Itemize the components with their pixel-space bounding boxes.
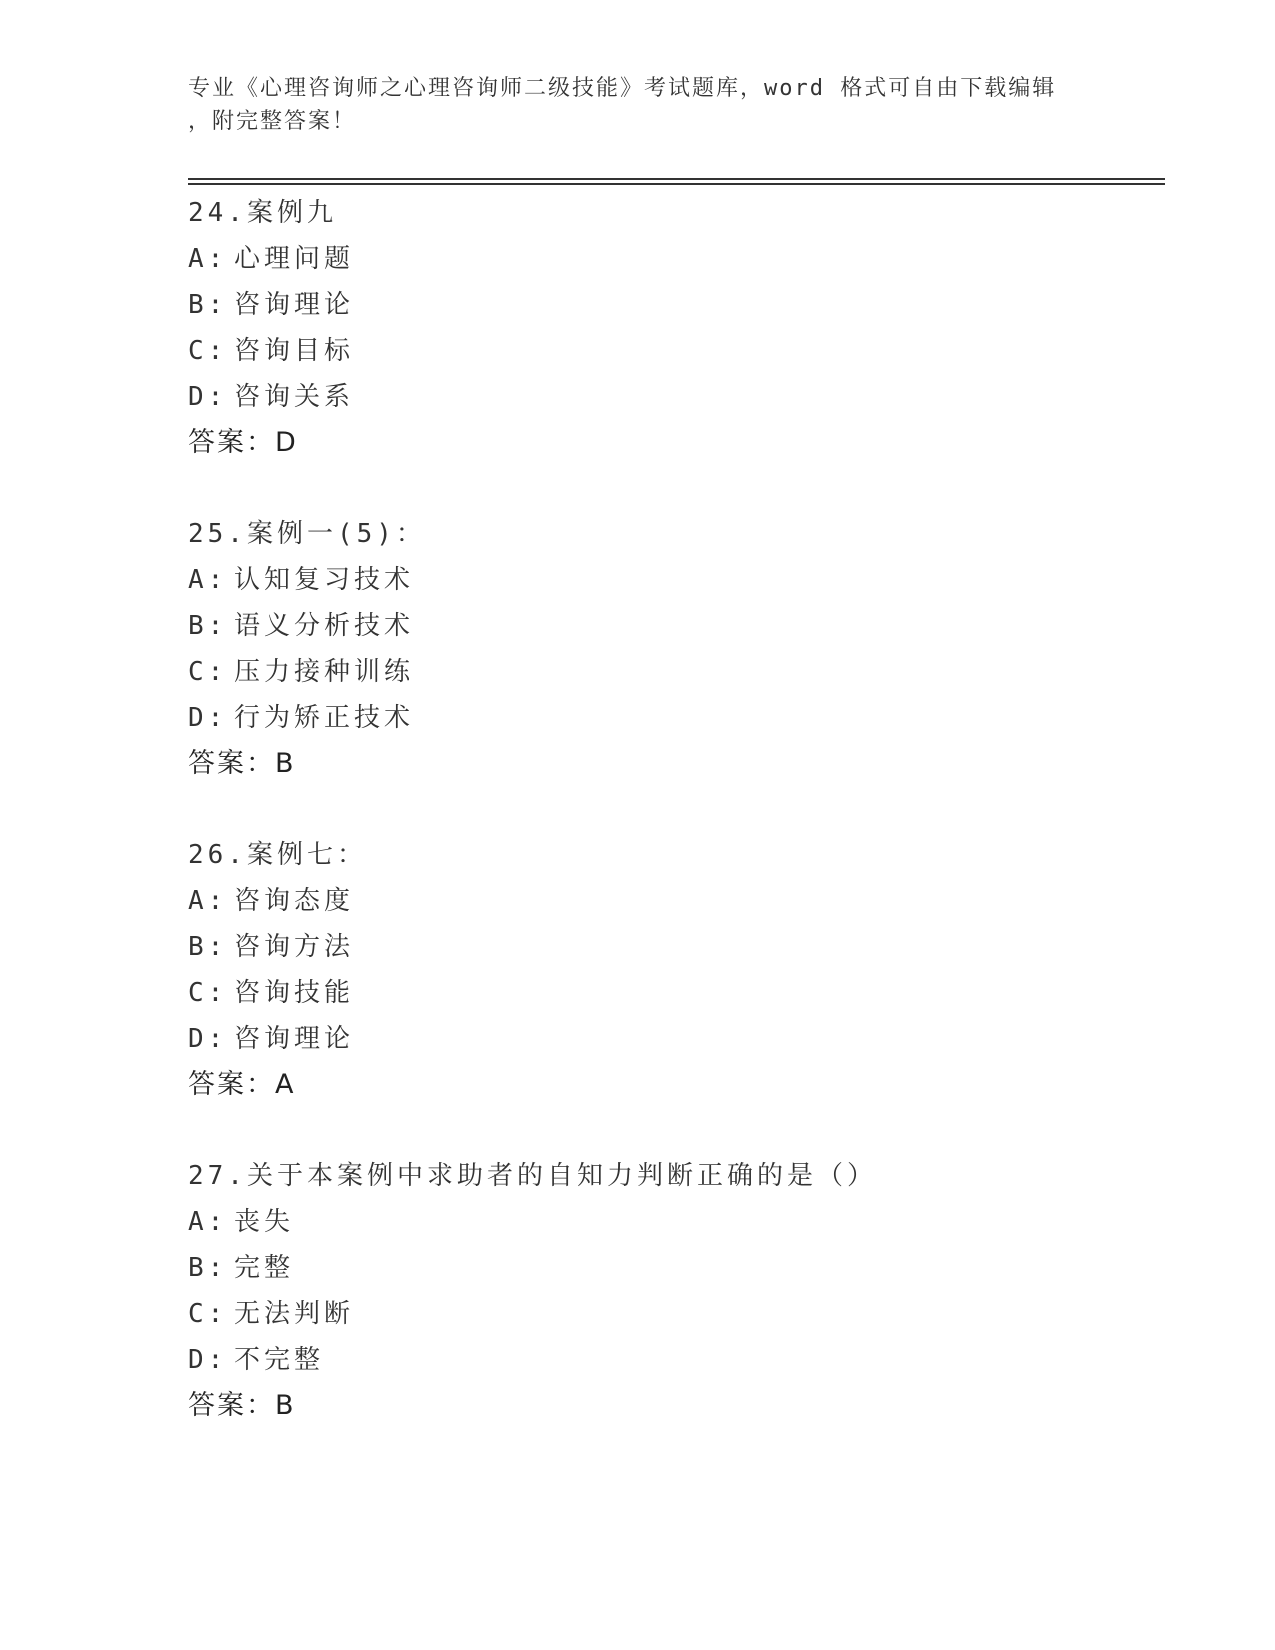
option-text: 认知复习技术 (234, 565, 415, 595)
option-letter: B: (188, 932, 228, 962)
header-divider-bottom (188, 183, 1165, 185)
answer-line: 答案：B (188, 1390, 296, 1421)
option-letter: C: (188, 336, 228, 366)
option-letter: D: (188, 1345, 228, 1375)
option-text: 行为矫正技术 (234, 703, 415, 733)
question-27 (188, 1153, 1165, 1474)
option-letter: C: (188, 657, 228, 687)
option-letter: A: (188, 244, 228, 274)
option-letter: C: (188, 978, 228, 1008)
option-letter: A: (188, 1207, 228, 1237)
option-b (188, 603, 1165, 649)
option-text: 咨询关系 (234, 382, 355, 412)
option-letter: B: (188, 611, 228, 641)
option-text: 咨询技能 (234, 978, 355, 1008)
option-text: 语义分析技术 (234, 611, 415, 641)
option-text: 不完整 (234, 1345, 325, 1375)
option-d (188, 1337, 1165, 1383)
option-a (188, 1199, 1165, 1245)
option-a (188, 878, 1165, 924)
option-text: 咨询理论 (234, 1024, 355, 1054)
option-letter: B: (188, 1253, 228, 1283)
option-d (188, 374, 1165, 420)
option-text: 咨询方法 (234, 932, 355, 962)
question-26 (188, 832, 1165, 1153)
option-letter: D: (188, 382, 228, 412)
option-letter: A: (188, 886, 228, 916)
option-text: 咨询态度 (234, 886, 355, 916)
option-text: 完整 (234, 1253, 295, 1283)
option-a (188, 236, 1165, 282)
question-list (188, 190, 1165, 1474)
header-divider-top (188, 178, 1165, 180)
option-b (188, 924, 1165, 970)
option-letter: A: (188, 565, 228, 595)
answer-line: 答案：D (188, 427, 298, 458)
question-24 (188, 190, 1165, 511)
option-b (188, 1245, 1165, 1291)
option-text: 压力接种训练 (234, 657, 415, 687)
option-b (188, 282, 1165, 328)
option-c (188, 1291, 1165, 1337)
question-25 (188, 511, 1165, 832)
option-letter: C: (188, 1299, 228, 1329)
option-text: 无法判断 (234, 1299, 355, 1329)
option-letter: D: (188, 703, 228, 733)
question-title: 24.案例九 (188, 198, 337, 228)
answer-line: 答案：A (188, 1069, 296, 1100)
option-text: 咨询目标 (234, 336, 355, 366)
document-header: 专业《心理咨询师之心理咨询师二级技能》考试题库，word 格式可自由下载编辑 ，附完整答案！ (188, 76, 1057, 134)
answer-line: 答案：B (188, 748, 296, 779)
question-title: 27.关于本案例中求助者的自知力判断正确的是（） (188, 1161, 877, 1191)
option-text: 咨询理论 (234, 290, 355, 320)
option-d (188, 1016, 1165, 1062)
option-c (188, 970, 1165, 1016)
option-d (188, 695, 1165, 741)
question-title: 26.案例七： (188, 840, 367, 870)
option-letter: D: (188, 1024, 228, 1054)
question-title: 25.案例一(5)： (188, 519, 426, 549)
option-c (188, 649, 1165, 695)
option-text: 丧失 (234, 1207, 295, 1237)
option-letter: B: (188, 290, 228, 320)
option-c (188, 328, 1165, 374)
option-a (188, 557, 1165, 603)
option-text: 心理问题 (234, 244, 355, 274)
